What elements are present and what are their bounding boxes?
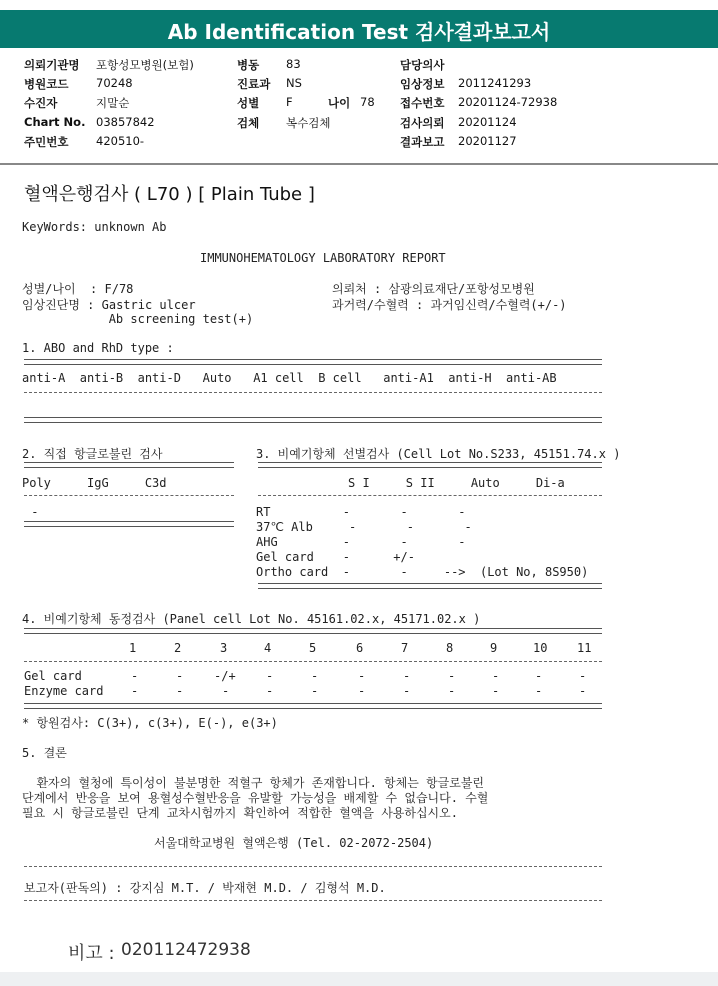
- panel-cell: -: [266, 684, 274, 698]
- panel-cell: -: [403, 684, 411, 698]
- panel-column-header: 8: [446, 641, 454, 655]
- dashed-rule: [24, 900, 602, 901]
- screening-row: Gel card - +/-: [256, 550, 415, 564]
- value-clinical-info: 2011241293: [458, 76, 532, 90]
- value-report-date: 20201127: [458, 134, 517, 148]
- double-rule: [24, 703, 602, 709]
- label-requesting-institution: 의뢰기관명: [24, 58, 80, 72]
- keywords: KeyWords: unknown Ab: [22, 220, 167, 234]
- panel-cell: -: [579, 684, 587, 698]
- divider: [0, 163, 718, 165]
- panel-cell: -: [535, 684, 543, 698]
- diagnosis-line-1: 임상진단명 : Gastric ulcer: [22, 298, 196, 312]
- panel-cell: -: [222, 684, 230, 698]
- panel-cell: -: [358, 669, 366, 683]
- dashed-rule: [24, 495, 234, 496]
- label-resident-number: 주민번호: [24, 135, 69, 149]
- label-ward: 병동: [237, 58, 260, 72]
- conclusion-line: 단계에서 반응을 보여 용혈성수혈반응을 유발할 가능성을 배제할 수 없습니다. 수혈: [22, 791, 489, 805]
- panel-cell: -: [311, 669, 319, 683]
- hospital-contact: 서울대학교병원 혈액은행 (Tel. 02-2072-2504): [154, 836, 434, 850]
- history-line: 과거력/수혈력 : 과거임신력/수혈력(+/-): [332, 298, 567, 312]
- panel-cell: -: [448, 669, 456, 683]
- panel-cell: -: [535, 669, 543, 683]
- panel-cell: -: [403, 669, 411, 683]
- double-rule: [258, 583, 602, 589]
- value-department: NS: [286, 76, 302, 90]
- direct-antiglobulin-value: -: [24, 505, 39, 519]
- double-rule: [24, 462, 234, 468]
- value-requesting-institution: 포항성모병원(보험): [96, 58, 194, 72]
- label-patient-name: 수진자: [24, 96, 58, 110]
- screening-row: AHG - - -: [256, 535, 466, 549]
- value-patient-name: 지말순: [96, 96, 130, 110]
- conclusion-title: 5. 결론: [22, 746, 67, 760]
- panel-cell: -: [131, 684, 139, 698]
- panel-column-header: 7: [401, 641, 409, 655]
- panel-cell: -: [492, 684, 500, 698]
- report-title: Ab Identification Test 검사결과보고서: [167, 20, 551, 44]
- panel-column-header: 5: [309, 641, 317, 655]
- value-hospital-code: 70248: [96, 76, 133, 90]
- abo-rhd-headers: anti-A anti-B anti-D Auto A1 cell B cell anti-A1 anti-H anti-AB: [22, 371, 557, 385]
- dashed-rule: [24, 661, 602, 662]
- double-rule: [24, 359, 602, 365]
- value-sex: F: [286, 95, 293, 109]
- panel-column-header: 3: [220, 641, 228, 655]
- label-test-request-date: 검사의뢰: [400, 116, 445, 130]
- panel-cell: -: [492, 669, 500, 683]
- panel-cell: -: [266, 669, 274, 683]
- section-title: 혈액은행검사 ( L70 ) [ Plain Tube ]: [24, 184, 315, 205]
- panel-cell: -/+: [214, 669, 236, 683]
- panel-column-header: 10: [533, 641, 548, 655]
- label-age: 나이: [328, 96, 351, 110]
- screening-row: RT - - -: [256, 505, 466, 519]
- label-attending-doctor: 담당의사: [400, 58, 445, 72]
- panel-cell: -: [176, 684, 184, 698]
- screening-row: 37℃ Alb - - -: [256, 520, 472, 534]
- reporter-line: 보고자(판독의) : 강지심 M.T. / 박재현 M.D. / 김형석 M.D.: [24, 881, 386, 895]
- screening-row: Ortho card - - --> (Lot No, 8S950): [256, 565, 589, 579]
- panel-column-header: 6: [356, 641, 364, 655]
- remark-label: 비고 :: [68, 943, 115, 964]
- value-chart-no: 03857842: [96, 115, 155, 129]
- panel-cell: -: [358, 684, 366, 698]
- value-ward: 83: [286, 57, 301, 71]
- panel-column-header: 4: [264, 641, 272, 655]
- lab-report-title: IMMUNOHEMATOLOGY LABORATORY REPORT: [200, 251, 446, 265]
- report-header: [0, 10, 718, 48]
- dashed-rule: [258, 495, 602, 496]
- panel-row-label: Enzyme card: [24, 684, 104, 698]
- value-age: 78: [360, 95, 375, 109]
- label-specimen: 검체: [237, 116, 260, 130]
- label-department: 진료과: [237, 77, 271, 91]
- panel-column-header: 9: [490, 641, 498, 655]
- panel-column-header: 1: [129, 641, 137, 655]
- double-rule: [24, 417, 602, 423]
- panel-column-header: 11: [577, 641, 592, 655]
- remark-value: 020112472938: [121, 940, 251, 960]
- window-bottom-edge: [0, 972, 718, 986]
- diagnosis-line-2: Ab screening test(+): [22, 312, 254, 326]
- requester-line: 의뢰처 : 삼광의료재단/포항성모병원: [332, 282, 535, 296]
- label-hospital-code: 병원코드: [24, 77, 69, 91]
- double-rule: [24, 628, 602, 634]
- label-chart-no: Chart No.: [24, 115, 86, 129]
- sex-age-line: 성별/나이 : F/78: [22, 282, 134, 296]
- panel-column-header: 2: [174, 641, 182, 655]
- dashed-rule: [24, 866, 602, 867]
- label-sex: 성별: [237, 96, 260, 110]
- antibody-identification-title: 4. 비예기항체 동정검사 (Panel cell Lot No. 45161.02.x, 45171.02.x ): [22, 612, 481, 626]
- antibody-screening-headers: S I S II Auto Di-a: [348, 476, 565, 490]
- value-specimen: 복수검체: [286, 116, 331, 130]
- panel-cell: -: [176, 669, 184, 683]
- antibody-screening-title: 3. 비예기항체 선별검사 (Cell Lot No.S233, 45151.74.x ): [256, 447, 621, 461]
- dashed-rule: [24, 392, 602, 393]
- value-test-request-date: 20201124: [458, 115, 517, 129]
- direct-antiglobulin-title: 2. 직접 항글로불린 검사: [22, 447, 163, 461]
- label-clinical-info: 임상정보: [400, 77, 445, 91]
- antigen-test-note: * 항원검사: C(3+), c(3+), E(-), e(3+): [22, 716, 278, 730]
- panel-cell: -: [131, 669, 139, 683]
- panel-cell: -: [579, 669, 587, 683]
- label-report-date: 결과보고: [400, 135, 445, 149]
- panel-cell: -: [311, 684, 319, 698]
- double-rule: [258, 462, 602, 468]
- value-resident-number: 420510-: [96, 134, 145, 148]
- label-receipt-number: 접수번호: [400, 96, 445, 110]
- double-rule: [24, 521, 234, 527]
- direct-antiglobulin-headers: Poly IgG C3d: [22, 476, 167, 490]
- value-receipt-number: 20201124-72938: [458, 95, 558, 109]
- panel-cell: -: [448, 684, 456, 698]
- panel-row-label: Gel card: [24, 669, 82, 683]
- conclusion-line: 환자의 혈청에 특이성이 불분명한 적혈구 항체가 존재합니다. 항체는 항글로불린: [22, 776, 485, 790]
- conclusion-line: 필요 시 항글로불린 단계 교차시험까지 확인하여 적합한 혈액을 사용하십시오.: [22, 806, 458, 820]
- abo-rhd-title: 1. ABO and RhD type :: [22, 341, 174, 355]
